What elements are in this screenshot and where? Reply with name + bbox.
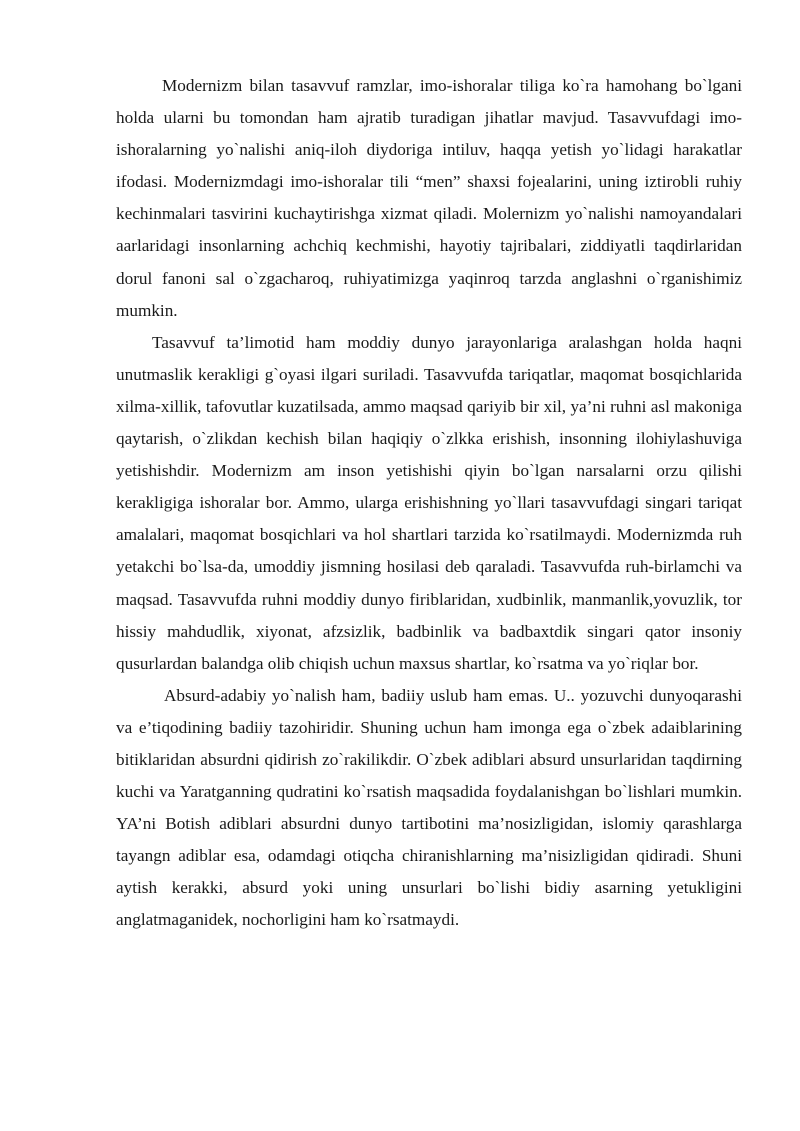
paragraph-modernizm-tasavvuf: Modernizm bilan tasavvuf ramzlar, imo-ishoralar tiliga ko`ra hamohang bo`lgani holda ularni bu tomondan ham ajratib turadigan jihatlar mavjud. Tasavvufdagi imo-ishoralarning yo`nalishi aniq-iloh diydoriga intiluv, haqqa yetish yo`lidagi harakatlar ifodasi. Modernizmdagi imo-ishoralar tili “men” shaxsi fojealarini, uning iztirobli ruhiy kechinmalari tasvirini kuchaytirishga xizmat qiladi. Molernizm yo`nalishi namoyandalari aarlaridagi insonlarning achchiq kechmishi, hayotiy tajribalari, ziddiyatli taqdirlaridan dorul fanoni sal o`zgacharoq, ruhiyatimizga yaqinroq tarzda anglashni o`rganishimiz mumkin. bbox=[116, 76, 742, 320]
document-page bbox=[116, 70, 742, 937]
paragraph-absurd: Absurd-adabiy yo`nalish ham, badiiy uslub ham emas. U.. yozuvchi dunyoqarashi va e’tiqodining badiiy tazohiridir. Shuning uchun ham imonga ega o`zbek adaiblarining bitiklaridan absurdni qidirish zo`rakilikdir. O`zbek adiblari absurd unsurlaridan taqdirning kuchi va Yaratganning qudratini ko`rsatish maqsadida foydalanishgan bo`lishlari mumkin. YA’ni Botish adiblari absurdni dunyo tartibotini ma’nosizligidan, islomiy qarashlarga tayangn adiblar esa, odamdagi otiqcha chiranishlarning ma’nisizligidan qidiradi. Shuni aytish kerakki, absurd yoki uning unsurlari bo`lishi bidiy asarning yetukligini anglatmaganidek, nochorligini ham ko`rsatmaydi. bbox=[116, 685, 742, 930]
paragraph-tasavvuf-talimot: Tasavvuf ta’limotid ham moddiy dunyo jarayonlariga aralashgan holda haqni unutmaslik kerakligi g`oyasi ilgari suriladi. Tasavvufda tariqatlar, maqomat bosqichlarida xilma-xillik, tafovutlar kuzatilsada, ammo maqsad qariyib bir xil, ya’ni ruhni asl makoniga qaytarish, o`zlikdan kechish bilan haqiqiy o`zlkka erishish, insonning ilohiylashuviga yetishishdir. Modernizm am inson yetishishi qiyin bo`lgan narsalarni orzu qilishi kerakligiga ishoralar bor. Ammo, ularga erishishning yo`llari tasavvufdagi singari tariqat amalalari, maqomat bosqichlari va hol shartlari tarzida ko`rsatilmaydi. Modernizmda ruh yetakchi bo`lsa-da, umoddiy jismning hosilasi deb qaraladi. Tasavvufda ruh-birlamchi va maqsad. Tasavvufda ruhni moddiy dunyo firiblaridan, xudbinlik, manmanlik,yovuzlik, tor hissiy mahdudlik, xiyonat, afzsizlik, badbinlik va badbaxtdik singari qator insoniy qusurlardan balandga olib chiqish uchun maxsus shartlar, ko`rsatma va yo`riqlar bor. bbox=[116, 332, 742, 673]
